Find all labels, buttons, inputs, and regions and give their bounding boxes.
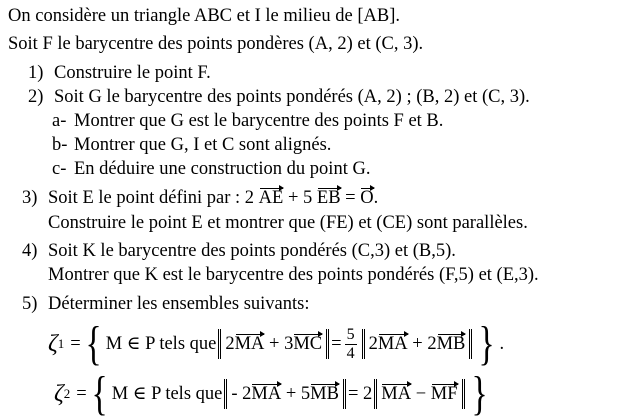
norm-right	[362, 329, 473, 359]
subitem-b	[52, 134, 331, 156]
vector-MA: MA	[377, 334, 408, 354]
operator: + 2	[412, 334, 437, 354]
subitem-a	[52, 110, 443, 132]
zeta-index: 1	[57, 336, 65, 351]
subitem-c	[52, 158, 370, 180]
operator: .	[499, 334, 505, 354]
operator: + 5	[285, 384, 311, 404]
vector-EB: EB	[316, 188, 341, 208]
norm-left	[218, 329, 329, 359]
left-brace: {	[91, 367, 108, 420]
item-4-continuation: Montrer que K est le barycentre des points pondérés (F,5) et (E,3).	[48, 265, 539, 285]
intro-line-2: Soit F le barycentre des points pondères (A, 2) et (C, 3).	[8, 34, 424, 54]
item-text: Construire le point F.	[54, 63, 211, 83]
vector-O: O	[360, 188, 374, 208]
operator: + 5	[287, 188, 313, 208]
operator: + 3	[269, 334, 294, 354]
norm-left	[224, 379, 346, 409]
vector-MA: MA	[234, 334, 265, 354]
operator: =	[345, 188, 356, 208]
set-zeta-1	[48, 317, 505, 370]
item-number: 4)	[22, 241, 38, 261]
vector-AE: AE	[258, 188, 284, 208]
operator: =	[70, 334, 81, 354]
subitem-text: Montrer que G est le barycentre des points F et B.	[74, 111, 444, 131]
set-condition: M ∈ P tels que	[111, 384, 223, 404]
subitem-text: Montrer que G, I et C sont alignés.	[74, 135, 332, 155]
operator: .	[373, 188, 379, 208]
item-1	[28, 62, 211, 84]
zeta-index: 2	[63, 386, 71, 401]
norm-right	[374, 379, 464, 409]
subitem-label: c-	[52, 159, 67, 179]
vector-MB: MB	[310, 384, 339, 404]
vector-MA: MA	[381, 384, 412, 404]
right-brace: }	[470, 367, 488, 420]
vector-MA: MA	[251, 384, 282, 404]
operator: −	[415, 384, 427, 404]
subitem-text: En déduire une construction du point G.	[74, 159, 371, 179]
item-4	[22, 240, 456, 262]
subitem-label: a-	[52, 111, 67, 131]
item-number: 1)	[28, 63, 44, 83]
coefficient: 2	[368, 334, 378, 354]
item-text: Soit K le barycentre des points pondérés (C,3) et (B,5).	[48, 241, 456, 261]
set-zeta-2	[54, 367, 492, 420]
numerator: 5	[346, 325, 355, 343]
item-text: Soit G le barycentre des points pondérés (A, 2) ; (B, 2) et (C, 3).	[54, 87, 530, 107]
vector-MB: MB	[436, 334, 466, 354]
subitem-label: b-	[52, 135, 68, 155]
vector-MC: MC	[293, 334, 323, 354]
coefficient: 2	[225, 334, 235, 354]
zeta-symbol: ζ	[48, 331, 58, 357]
intro-line-1: On considère un triangle ABC et I le milieu de [AB].	[8, 6, 401, 26]
item-text: Déterminer les ensembles suivants:	[48, 294, 310, 314]
coefficient: - 2	[231, 384, 252, 404]
item-number: 3)	[22, 188, 38, 208]
item-2	[28, 86, 530, 108]
item-number: 5)	[22, 294, 38, 314]
item-5	[22, 293, 310, 315]
operator: = 2	[347, 384, 373, 404]
operator: =	[76, 384, 87, 404]
item-3	[22, 187, 378, 209]
operator: =	[331, 334, 342, 354]
zeta-symbol: ζ	[54, 381, 64, 407]
left-brace: {	[85, 317, 102, 370]
denominator: 4	[346, 344, 355, 362]
item-text: Soit E le point défini par : 2	[48, 188, 255, 208]
fraction	[345, 326, 357, 363]
item-3-continuation: Construire le point E et montrer que (FE) et (CE) sont parallèles.	[48, 213, 528, 233]
right-brace: }	[478, 317, 495, 370]
set-condition: M ∈ P tels que	[105, 334, 217, 354]
vector-MF: MF	[430, 384, 458, 404]
item-number: 2)	[28, 87, 44, 107]
